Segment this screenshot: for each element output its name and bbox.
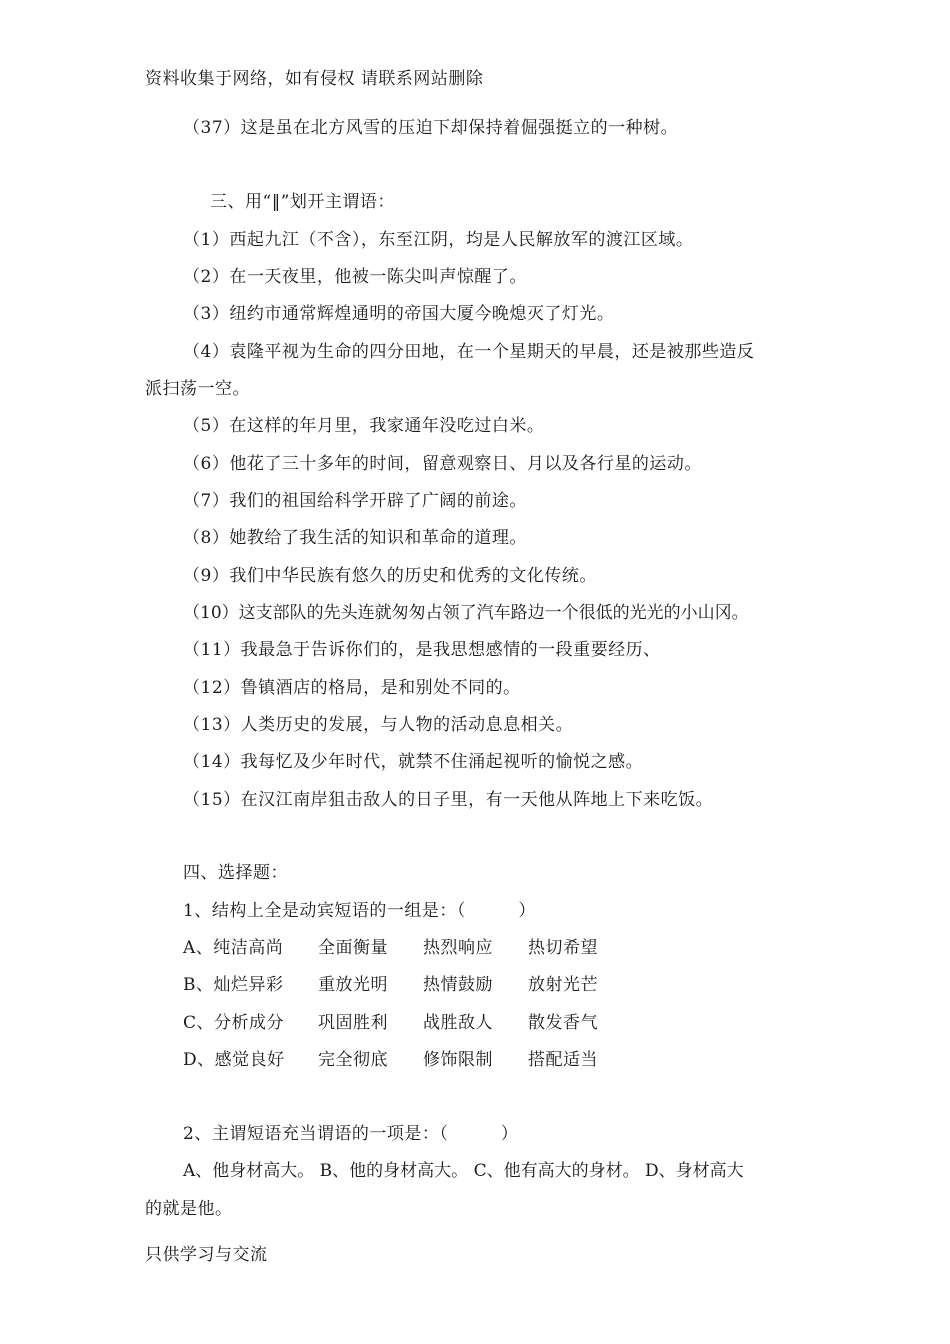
q1-option-d-2: 完全彻底	[318, 1050, 388, 1070]
q1-option-b-4: 放射光芒	[528, 975, 598, 995]
section-3-item: （5）在这样的年月里，我家通年没吃过白米。	[183, 416, 545, 436]
q1-option-c-2: 巩固胜利	[318, 1013, 388, 1033]
section-3-item: （4）袁隆平视为生命的四分田地，在一个星期天的早晨，还是被那些造反	[183, 342, 755, 362]
q1-option-a-4: 热切希望	[528, 938, 598, 958]
question-2-stem: 2、主谓短语充当谓语的一项是：（ ）	[183, 1124, 519, 1144]
question-2-options: A、他身材高大。 B、他的身材高大。 C、他有高大的身材。 D、身材高大	[183, 1161, 744, 1181]
q1-option-a-2: 全面衡量	[318, 938, 388, 958]
section-4-title: 四、选择题：	[183, 863, 288, 883]
question-1-stem: 1、结构上全是动宾短语的一组是：（ ）	[183, 901, 536, 921]
q1-option-d-3: 修饰限制	[423, 1050, 493, 1070]
q1-option-b-2: 重放光明	[318, 975, 388, 995]
section-3-item: （1）西起九江（不含），东至江阴，均是人民解放军的渡江区域。	[183, 230, 694, 250]
q1-option-a-1: A、纯洁高尚	[183, 938, 284, 958]
section-3-item: （3）纽约市通常辉煌通明的帝国大厦今晚熄灭了灯光。	[183, 304, 615, 324]
sentence-37: （37）这是虽在北方风雪的压迫下却保持着倔强挺立的一种树。	[183, 118, 679, 138]
q1-option-b-3: 热情鼓励	[423, 975, 493, 995]
section-3-item: （9）我们中华民族有悠久的历史和优秀的文化传统。	[183, 566, 597, 586]
section-3-title: 三、用“‖”划开主谓语：	[210, 192, 395, 212]
page-footer: 只供学习与交流	[145, 1245, 268, 1265]
question-2-options-continuation: 的就是他。	[145, 1199, 233, 1219]
page-header: 资料收集于网络，如有侵权 请联系网站删除	[145, 69, 484, 89]
section-3-item-continuation: 派扫荡一空。	[145, 379, 250, 399]
section-3-item: （2）在一天夜里，他被一陈尖叫声惊醒了。	[183, 267, 527, 287]
q1-option-c-1: C、分析成分	[183, 1013, 285, 1033]
section-3-item: （15）在汉江南岸狙击敌人的日子里，有一天他从阵地上下来吃饭。	[183, 790, 714, 810]
q1-option-c-3: 战胜敌人	[423, 1013, 493, 1033]
section-3-item: （14）我每忆及少年时代，就禁不住涌起视听的愉悦之感。	[183, 752, 644, 772]
q1-option-d-4: 搭配适当	[528, 1050, 598, 1070]
section-3-item: （12）鲁镇酒店的格局，是和别处不同的。	[183, 678, 521, 698]
section-3-item: （11）我最急于告诉你们的，是我思想感情的一段重要经历、	[183, 640, 661, 660]
section-3-item: （10）这支部队的先头连就匆匆占领了汽车路边一个很低的光光的小山冈。	[183, 603, 749, 623]
section-3-item: （8）她教给了我生活的知识和革命的道理。	[183, 528, 527, 548]
q1-option-c-4: 散发香气	[528, 1013, 598, 1033]
section-3-item: （7）我们的祖国给科学开辟了广阔的前途。	[183, 491, 527, 511]
section-3-item: （13）人类历史的发展，与人物的活动息息相关。	[183, 715, 574, 735]
q1-option-d-1: D、感觉良好	[183, 1050, 285, 1070]
section-3-item: （6）他花了三十多年的时间，留意观察日、月以及各行星的运动。	[183, 454, 702, 474]
q1-option-a-3: 热烈响应	[423, 938, 493, 958]
q1-option-b-1: B、灿烂异彩	[183, 975, 284, 995]
